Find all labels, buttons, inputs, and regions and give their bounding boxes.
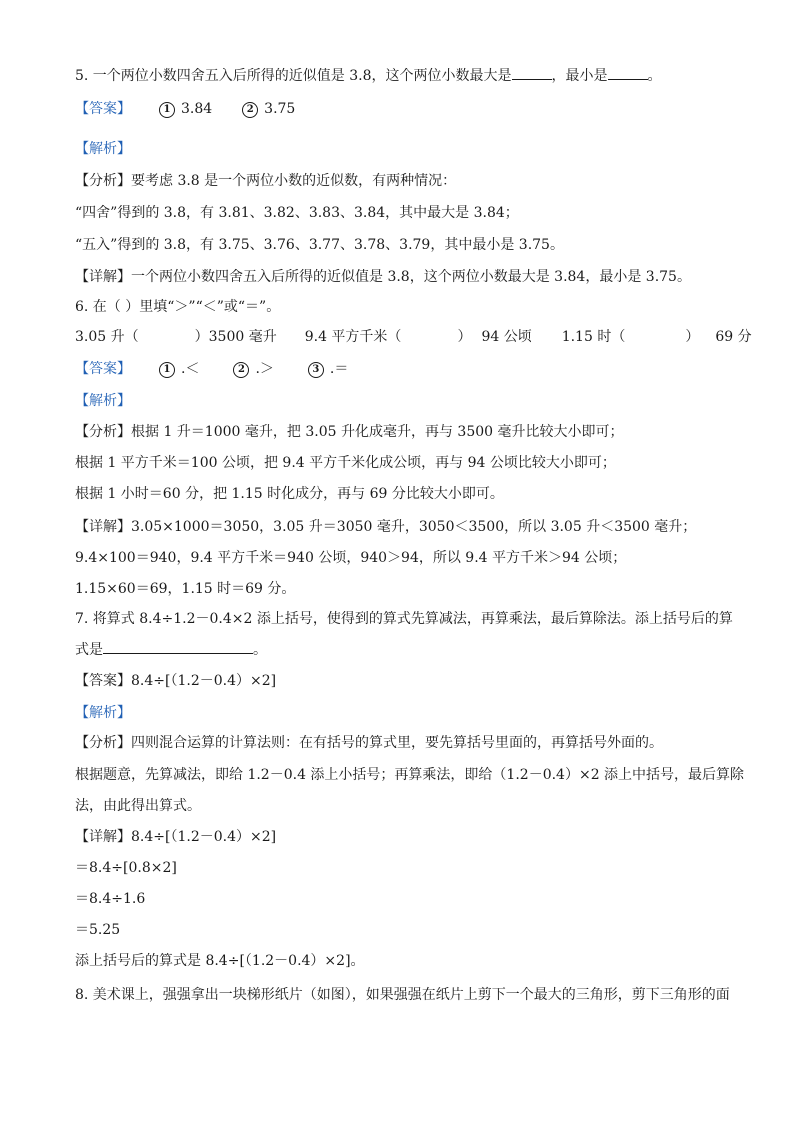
q6-answer: 【答案】 1 .＜ 2 .＞ 3 .＝ — [75, 361, 349, 377]
circled-number-3: 3 — [308, 362, 324, 378]
q5-answer: 【答案】 1 3.84 2 3.75 — [75, 101, 296, 117]
q6-detail1: 【详解】3.05×1000＝3050，3.05 升＝3050 毫升，3050＜3500，所以 3.05 升＜3500 毫升； — [75, 519, 697, 535]
q6-detail3: 1.15×60＝69，1.15 时＝69 分。 — [75, 581, 296, 597]
q7-answer: 【答案】8.4÷[（1.2－0.4）×2] — [75, 673, 277, 689]
q7-detail3: ＝8.4÷1.6 — [75, 891, 146, 907]
q7-detail5: 添上括号后的算式是 8.4÷[（1.2－0.4）×2]。 — [75, 953, 365, 969]
q7-fenxi1: 【分析】四则混合运算的计算法则：在有括号的算式里，要先算括号里面的，再算括号外面的。 — [75, 735, 663, 751]
circled-number-1: 1 — [159, 102, 175, 118]
q6-fenxi2: 根据 1 平方千米＝100 公顷，把 9.4 平方千米化成公顷，再与 94 公顷比较大小即可； — [75, 455, 616, 471]
circled-number-1: 1 — [159, 362, 175, 378]
q7-detail1: 【详解】8.4÷[（1.2－0.4）×2] — [75, 829, 277, 845]
q6-detail2: 9.4×100＝940，9.4 平方千米＝940 公顷，940＞94，所以 9.4 平方千米＞94 公顷； — [75, 550, 627, 566]
q7-analysis-tag: 【解析】 — [75, 705, 131, 721]
q5-analysis-tag: 【解析】 — [75, 141, 131, 157]
q7-detail4: ＝5.25 — [75, 922, 121, 938]
q7-fenxi3: 法，由此得出算式。 — [75, 798, 201, 814]
answer-tag: 【答案】 — [75, 101, 131, 117]
answer-blank — [103, 640, 253, 654]
q5-fenxi: 【分析】要考虑 3.8 是一个两位小数的近似数，有两种情况： — [75, 173, 457, 189]
q7-detail2: ＝8.4÷[0.8×2] — [75, 860, 177, 876]
answer-blank — [512, 66, 552, 80]
q6-fenxi1: 【分析】根据 1 升＝1000 毫升，把 3.05 升化成毫升，再与 3500 毫升比较大小即可； — [75, 424, 624, 440]
answer-tag: 【答案】 — [75, 361, 131, 377]
q6-analysis-tag: 【解析】 — [75, 393, 131, 409]
q5-question: 5. 一个两位小数四舍五入后所得的近似值是 3.8，这个两位小数最大是 ，最小是 。 — [75, 68, 662, 84]
q5-case2: “五入”得到的 3.8，有 3.75、3.76、3.77、3.78、3.79，其中最小是 3.75。 — [75, 237, 564, 253]
q6-fenxi3: 根据 1 小时＝60 分，把 1.15 时化成分，再与 69 分比较大小即可。 — [75, 486, 504, 502]
circled-number-2: 2 — [233, 362, 249, 378]
q5-detail: 【详解】一个两位小数四舍五入后所得的近似值是 3.8，这个两位小数最大是 3.84，最小是 3.75。 — [75, 269, 691, 285]
q6-items: 3.05 升（ ）3500 毫升 9.4 平方千米（ ） 94 公顷 1.15 时（ ） 69 分 — [75, 329, 752, 345]
q7-question-line1: 7. 将算式 8.4÷1.2－0.4×2 添上括号，使得到的算式先算减法，再算乘法，最后算除法。添上括号后的算 — [75, 611, 733, 627]
answer-blank — [608, 66, 648, 80]
q7-question-line2: 式是 。 — [75, 642, 267, 658]
q7-fenxi2: 根据题意，先算减法，即给 1.2－0.4 添上小括号；再算乘法，即给（1.2－0.4）×2 添上中括号，最后算除 — [75, 767, 745, 783]
q6-question: 6. 在（ ）里填“＞”“＜”或“＝”。 — [75, 299, 281, 315]
circled-number-2: 2 — [242, 102, 258, 118]
q8-question: 8. 美术课上，强强拿出一块梯形纸片（如图），如果强强在纸片上剪下一个最大的三角形，剪下三角形的面 — [75, 987, 730, 1003]
q5-case1: “四舍”得到的 3.8，有 3.81、3.82、3.83、3.84，其中最大是 3.84； — [75, 205, 519, 221]
